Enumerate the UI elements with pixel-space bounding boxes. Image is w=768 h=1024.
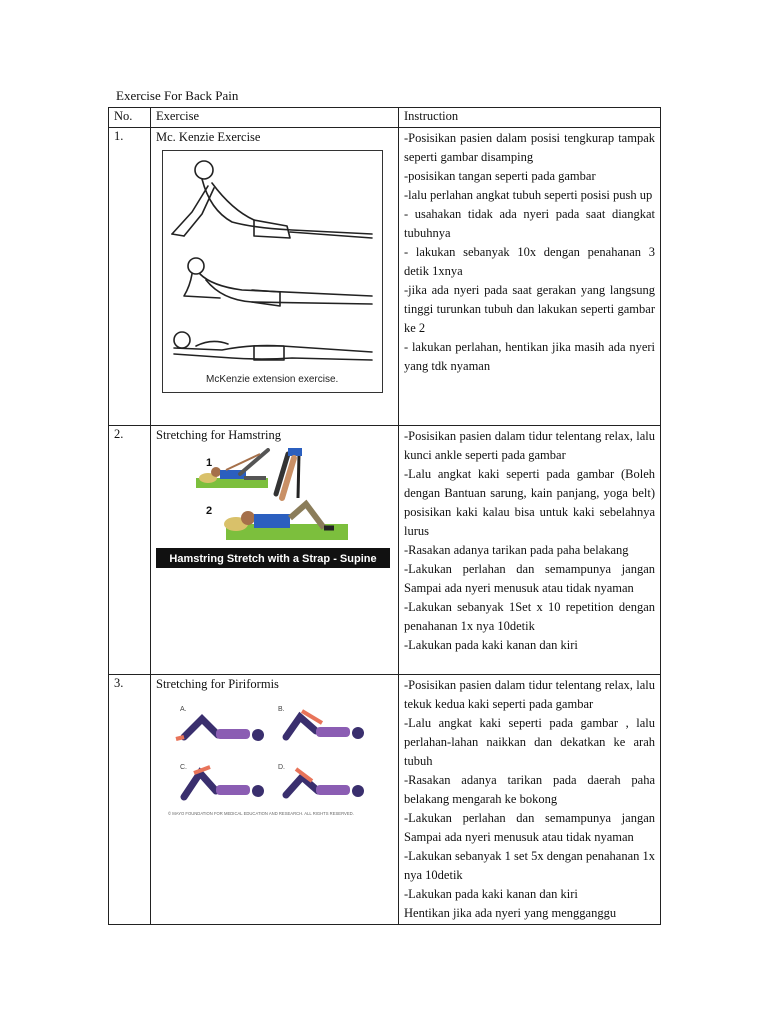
exercise-cell — [151, 675, 399, 925]
figure-d — [286, 769, 364, 797]
piriformis-figure — [166, 697, 386, 821]
instruction-line: -Rasakan adanya tarikan pada paha belakang — [404, 543, 629, 557]
row-number: 3. — [109, 675, 151, 925]
instruction-cell — [399, 128, 661, 426]
table-row — [109, 128, 661, 426]
instruction-line: -lalu perlahan angkat tubuh seperti posisi push up — [404, 188, 653, 202]
header-exercise: Exercise — [151, 108, 399, 128]
label-d: D. — [278, 764, 285, 771]
label-b: B. — [278, 706, 285, 713]
instruction-line: -Rasakan adanya tarikan pada daerah paha belakang mengarah ke bokong — [404, 773, 655, 806]
instruction-line: -Lalu angkat kaki seperti pada gambar , lalu perlahan-lahan naikkan dan dekatkan ke arah tubuh — [404, 716, 655, 768]
exercise-name: Stretching for Piriformis — [156, 677, 279, 691]
figure-b — [286, 711, 364, 739]
table-row — [109, 675, 661, 925]
table-row — [109, 426, 661, 675]
instruction-cell — [399, 426, 661, 675]
table-header-row — [109, 108, 661, 128]
instruction-line: -Lakukan pada kaki kanan dan kiri — [404, 638, 578, 652]
mckenzie-figure — [162, 150, 384, 394]
instruction-line: -posisikan tangan seperti pada gambar — [404, 169, 596, 183]
mckenzie-caption: McKenzie extension exercise. — [206, 374, 339, 385]
figure-a — [176, 719, 264, 741]
instruction-line: -Lakukan perlahan dan semampunya jangan Sampai ada nyeri menusuk atau tidak nyaman — [404, 811, 655, 844]
instruction-cell — [399, 675, 661, 925]
row-number: 1. — [109, 128, 151, 426]
figure-c — [184, 767, 264, 797]
exercise-cell — [151, 128, 399, 426]
copyright-text: © MAYO FOUNDATION FOR MEDICAL EDUCATION AND RESEARCH. ALL RIGHTS RESERVED. — [168, 811, 354, 816]
instruction-line: - usahakan tidak ada nyeri pada saat diangkat tubuhnya — [404, 207, 655, 240]
instruction-line: -Posisikan pasien dalam tidur telentang relax, lalu tekuk kedua kaki seperti pada gambar — [404, 678, 655, 711]
instruction-line: - lakukan perlahan, hentikan jika masih ada nyeri yang tdk nyaman — [404, 340, 655, 373]
header-instruction: Instruction — [399, 108, 661, 128]
label-c: C. — [180, 764, 187, 771]
exercise-cell — [151, 426, 399, 675]
instruction-line: -Lakukan pada kaki kanan dan kiri — [404, 887, 578, 901]
exercise-name: Mc. Kenzie Exercise — [156, 130, 261, 144]
instruction-line: -jika ada nyeri pada saat gerakan yang langsung tinggi turunkan tubuh dan lakukan seperti gambar ke 2 — [404, 283, 655, 335]
instruction-line: -Lakukan sebanyak 1 set 5x dengan penahanan 1x nya 10detik — [404, 849, 655, 882]
step-1-label: 1 — [206, 457, 213, 469]
instruction-line: -Lakukan perlahan dan semampunya jangan Sampai ada nyeri menusuk atau tidak nyaman — [404, 562, 655, 595]
document-title: Exercise For Back Pain — [116, 88, 239, 103]
instruction-line: -Posisikan pasien dalam posisi tengkurap tampak seperti gambar disamping — [404, 131, 655, 164]
instruction-line: -Lalu angkat kaki seperti pada gambar (Boleh dengan Bantuan sarung, kain panjang, yoga belt) posisikan kaki kalau bisa untuk kaki sebelahnya lurus — [404, 467, 655, 538]
label-a: A. — [180, 706, 187, 713]
exercise-name: Stretching for Hamstring — [156, 428, 281, 442]
row-number: 2. — [109, 426, 151, 675]
step-2-label: 2 — [206, 505, 213, 517]
hamstring-figure — [156, 448, 390, 572]
exercise-table — [108, 107, 661, 925]
hamstring-caption: Hamstring Stretch with a Strap - Supine — [169, 553, 377, 565]
instruction-line: -Posisikan pasien dalam tidur telentang relax, lalu kunci ankle seperti pada gambar — [404, 429, 655, 462]
header-no: No. — [109, 108, 151, 128]
instruction-line: - lakukan sebanyak 10x dengan penahanan 3 detik 1xnya — [404, 245, 655, 278]
instruction-line: Hentikan jika ada nyeri yang mengganggu — [404, 906, 617, 920]
instruction-line: -Lakukan sebanyak 1Set x 10 repetition dengan penahanan 1x nya 10detik — [404, 600, 655, 633]
